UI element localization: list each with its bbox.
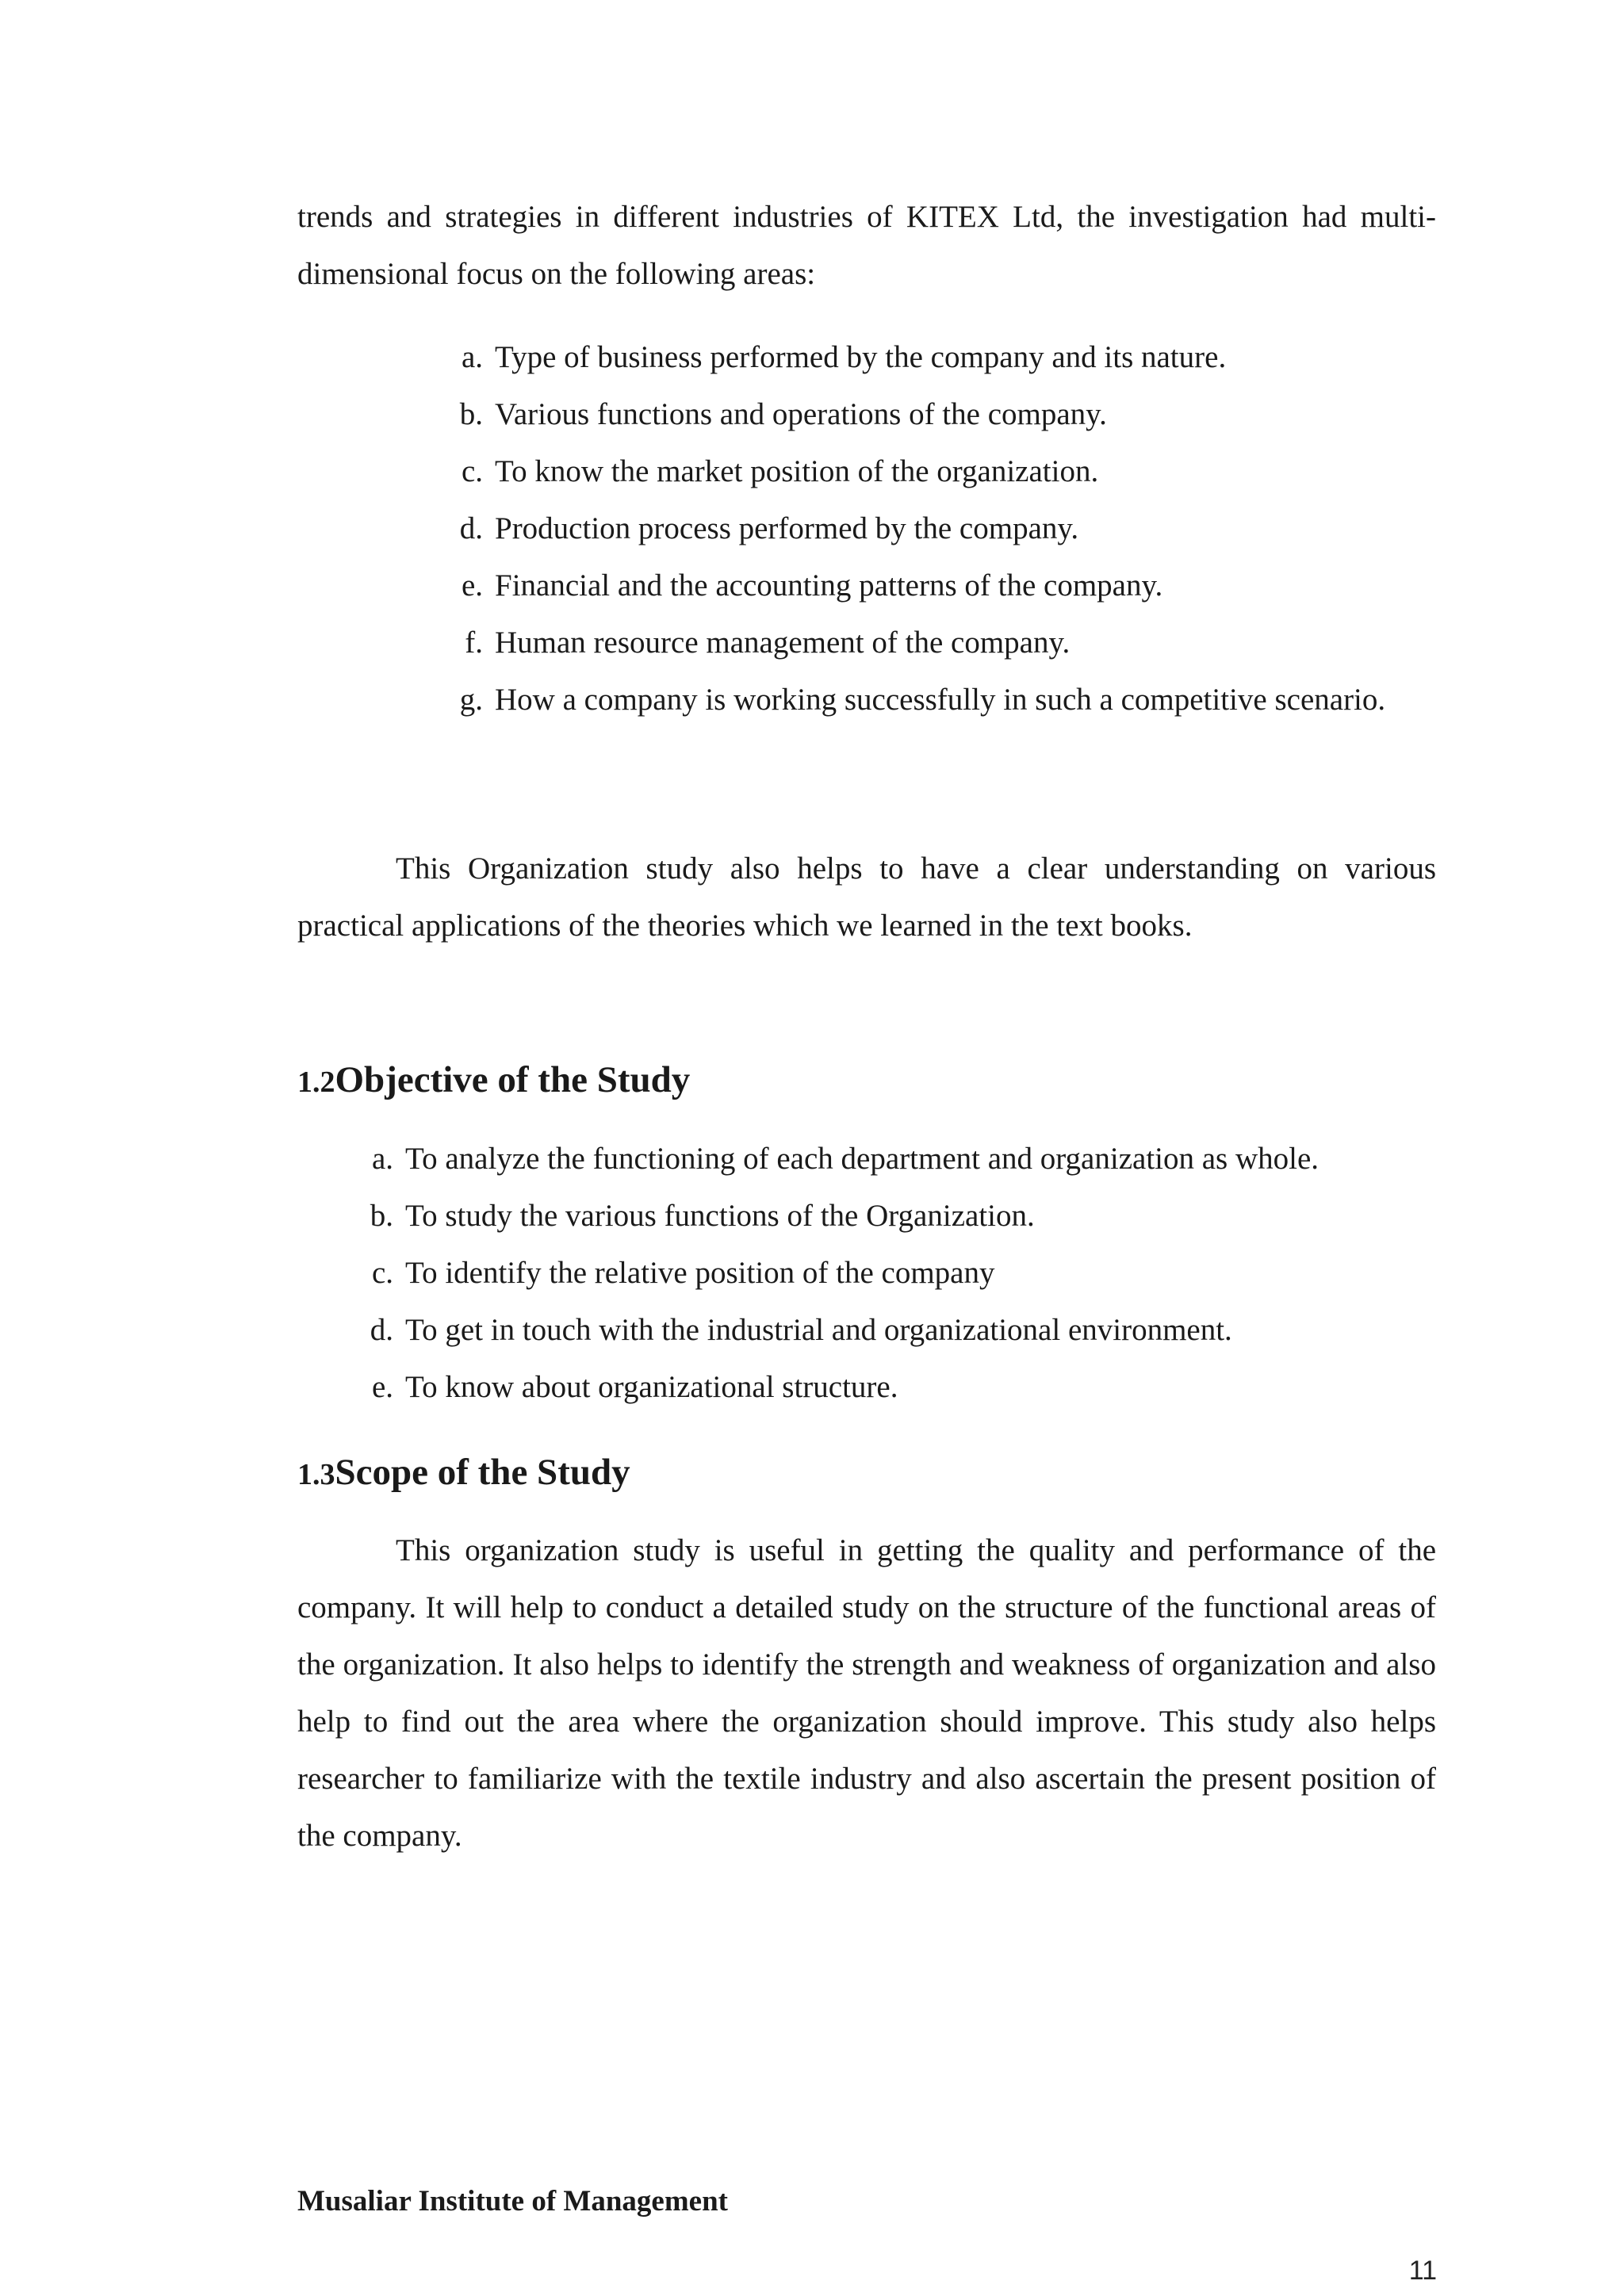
list-item [461,329,1436,386]
section-heading-scope [297,1451,630,1494]
section-number: 1.2 [297,1066,335,1099]
intro-paragraph-text: trends and strategies in different industries of KITEX Ltd, the investigation had multi-dimensional focus on the following areas: [297,200,1436,291]
understanding-paragraph-text: This Organization study also helps to have a clear understanding on various practical applications of the theories which we learned in the text books. [297,851,1436,943]
list-marker: a. [461,340,483,374]
list-item [459,500,1436,557]
list-item [459,386,1436,443]
list-item-text: Financial and the accounting patterns of the company. [495,568,1163,603]
list-marker: c. [371,1256,393,1290]
list-marker: d. [459,511,483,545]
list-item [370,1188,1436,1245]
list-marker: e. [371,1370,393,1404]
section-heading-objective [297,1058,690,1101]
list-marker: f. [465,626,483,660]
list-marker: e. [461,568,483,603]
section-number: 1.3 [297,1458,335,1491]
list-item-text: Various functions and operations of the company. [495,397,1107,431]
list-item-text: Type of business performed by the company and its nature. [495,340,1227,374]
list-item-text: How a company is working successfully in such a competitive scenario. [495,683,1386,717]
list-item-text: To know the market position of the organization. [495,454,1099,488]
list-item-text: To know about organizational structure. [405,1370,898,1404]
list-item [371,1245,1436,1302]
list-item-text: To get in touch with the industrial and organizational environment. [405,1313,1232,1347]
list-item-text: Production process performed by the company. [495,511,1079,545]
list-marker: g. [459,683,483,717]
section-title: Scope of the Study [335,1452,630,1493]
list-item [370,1302,1436,1359]
list-item [371,1131,1436,1188]
section-title: Objective of the Study [335,1059,691,1100]
understanding-paragraph [297,840,1436,955]
objectives-list [370,1131,1436,1416]
page-number: 11 [1408,2256,1437,2286]
scope-paragraph-text: This organization study is useful in getting the quality and performance of the company. It will help to conduct a detailed study on the structure of the functional areas of the organization. It also helps to identify the strength and weakness of organization and also help to find out the area where the organization should improve. This study also helps researcher to familiarize with the textile industry and also ascertain the present position of the company. [297,1533,1436,1853]
list-item-text: To analyze the functioning of each department and organization as whole. [405,1142,1320,1176]
footer-institution: Musaliar Institute of Management [297,2185,728,2218]
list-marker: a. [371,1142,393,1176]
list-marker: b. [370,1199,393,1233]
list-item-text: To study the various functions of the Organization. [405,1199,1035,1233]
list-item-text: Human resource management of the company. [495,626,1071,660]
list-marker: d. [370,1313,393,1347]
intro-paragraph [297,189,1436,303]
list-item [461,557,1436,614]
list-marker: c. [461,454,483,488]
list-item [459,672,1436,729]
list-item [461,443,1436,500]
focus-areas-list [459,329,1436,729]
list-item [465,614,1436,672]
list-item [371,1359,1436,1416]
list-item-text: To identify the relative position of the company [405,1256,995,1290]
list-marker: b. [459,397,483,431]
scope-paragraph [297,1522,1436,1865]
